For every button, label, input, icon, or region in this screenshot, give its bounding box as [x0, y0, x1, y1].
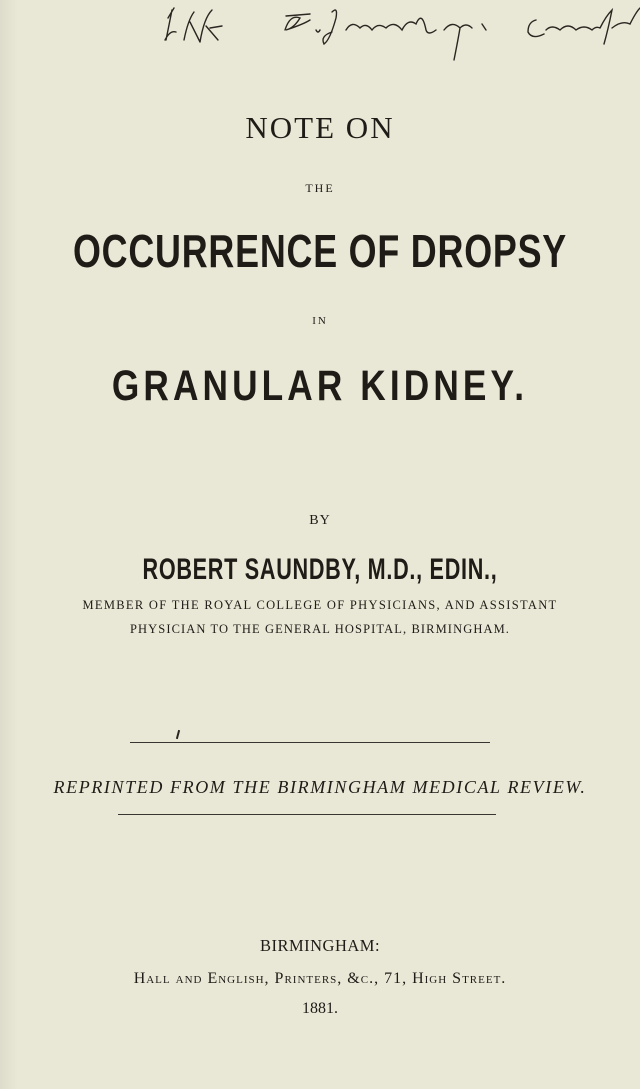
reprint-note: REPRINTED FROM THE BIRMINGHAM MEDICAL REVIEW. [53, 777, 587, 797]
title-in: IN [312, 315, 328, 327]
divider-bottom [118, 814, 496, 815]
title-note-on: NOTE ON [245, 110, 395, 145]
author-credentials-line2: PHYSICIAN TO THE GENERAL HOSPITAL, BIRMINGHAM. [129, 622, 511, 636]
handwritten-inscription [160, 0, 640, 80]
rule-mark [176, 730, 180, 739]
author-credentials-line1: MEMBER OF THE ROYAL COLLEGE OF PHYSICIANS, AND ASSISTANT [82, 598, 558, 612]
handwriting-signature [160, 0, 640, 80]
title-main-line1: OCCURRENCE OF DROPSY [72, 225, 568, 277]
imprint-city: BIRMINGHAM: [259, 936, 381, 955]
author-name: ROBERT SAUNDBY, M.D., EDIN., [142, 553, 498, 586]
imprint-printers: Hall and English, Printers, &c., 71, High Street. [133, 970, 507, 987]
title-main-line2: GRANULAR KIDNEY. [111, 362, 529, 410]
divider-top [130, 742, 490, 743]
imprint-year: 1881. [302, 1000, 338, 1017]
author-by: BY [309, 513, 331, 528]
title-the: THE [305, 181, 335, 195]
